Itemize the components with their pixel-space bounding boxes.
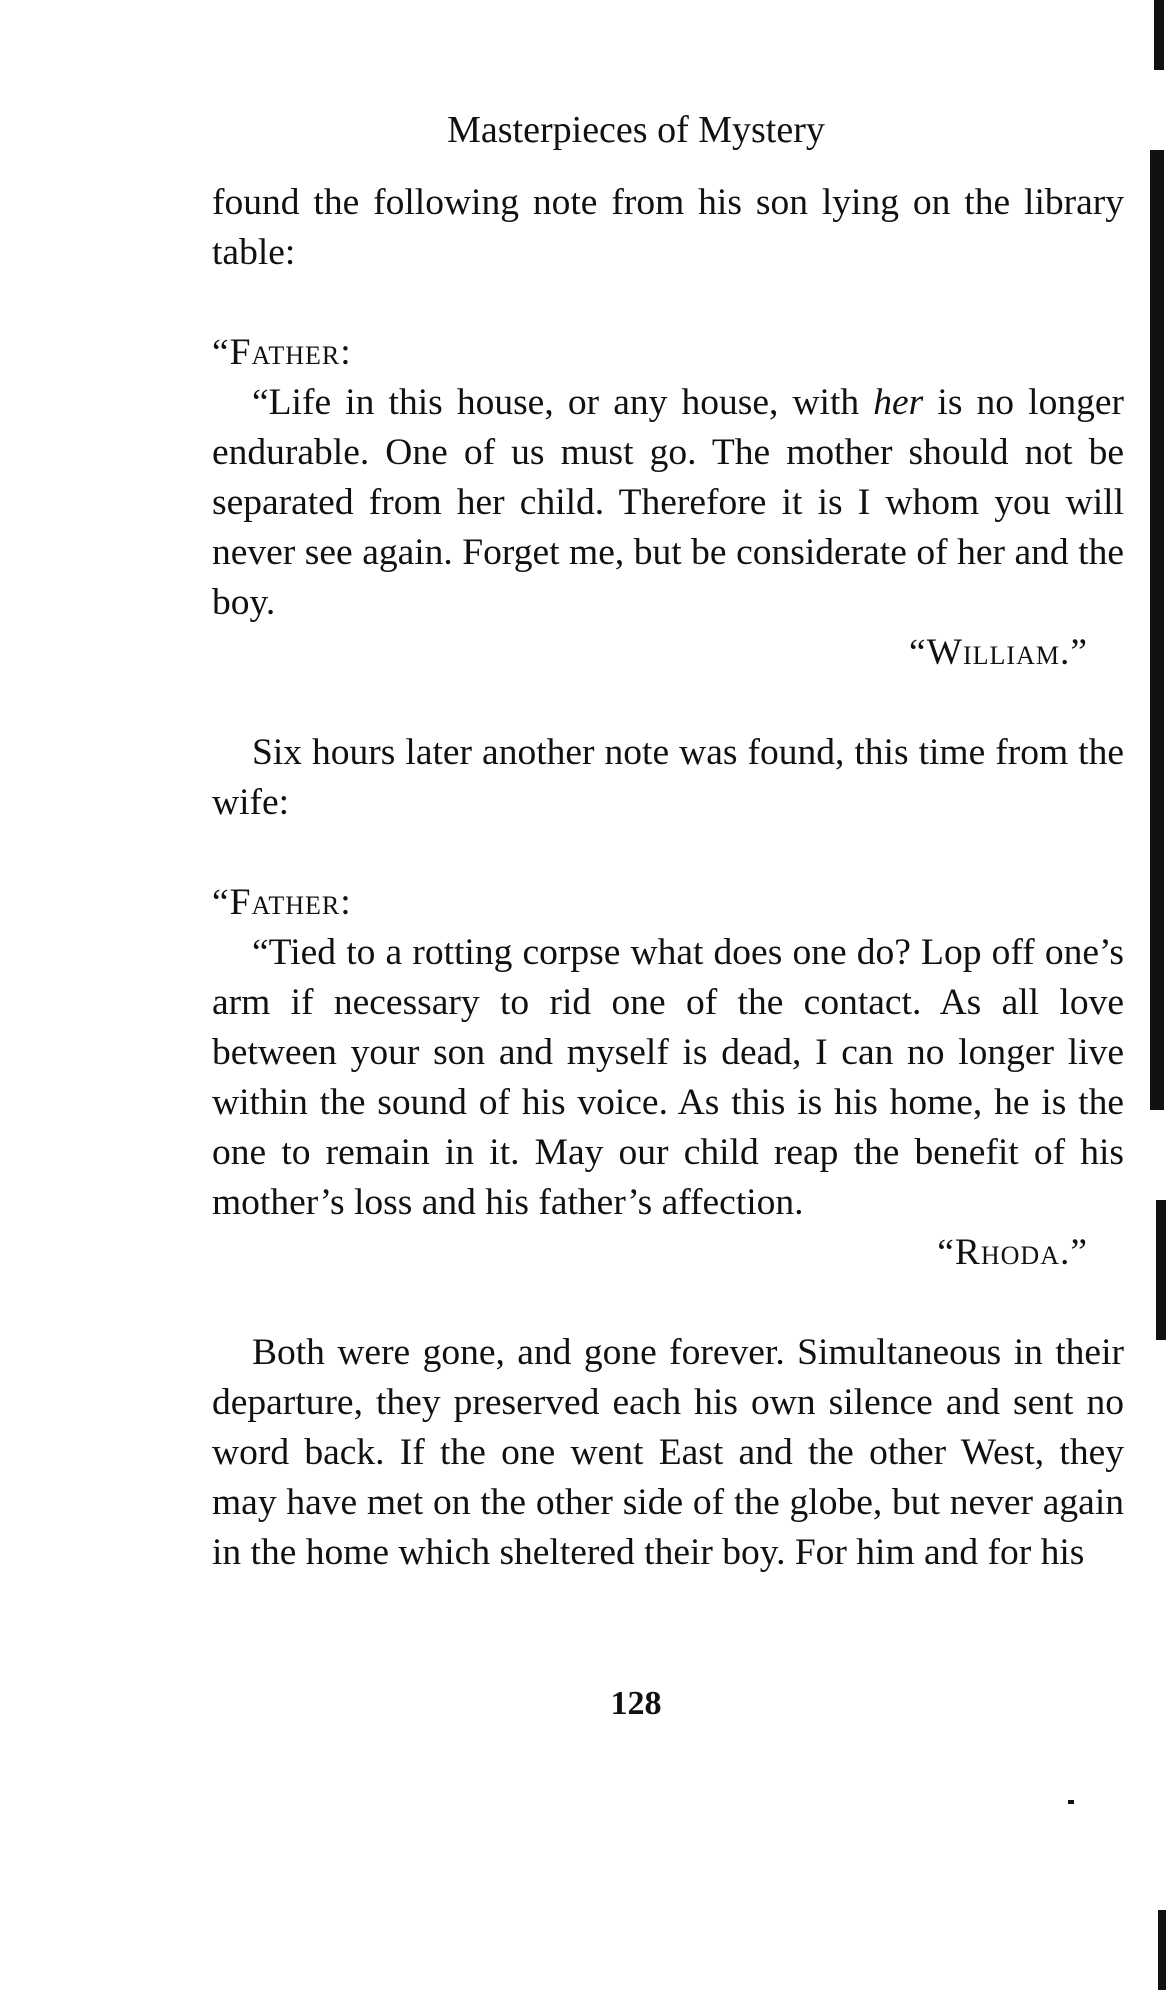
- running-head: Masterpieces of Mystery: [447, 109, 825, 151]
- letter-body-rhoda: “Tied to a rotting corpse what does one do? Lop off one’s arm if necessary to rid one of the contact. As all love between your son and myself is dead, I can no longer live within the sound of his voice. As this is his home, he is the one to remain in it. May our child reap the benefit of his mother’s loss and his father’s affection.: [212, 932, 1124, 1223]
- emphasis-her: her: [873, 382, 924, 423]
- letter-signature-rhoda: “Rhoda.”: [937, 1232, 1088, 1273]
- scan-edge-mark-middle: [1156, 1200, 1166, 1340]
- page-body: [212, 178, 1124, 1578]
- letter-body-william-part1: “Life in this house, or any house, with: [252, 382, 874, 423]
- scan-edge-mark-upper: [1150, 150, 1164, 1110]
- scan-edge-mark-top: [1154, 0, 1164, 70]
- letter-body-william-part2: is no longer endurable. One of us must go. The mother should not be separated from her child. Therefore it is I whom you will never see again. Forget me, but be considerate of her and the boy.: [212, 382, 1124, 623]
- paragraph-both-gone: Both were gone, and gone forever. Simultaneous in their departure, they preserved each his own silence and sent no word back. If the one went East and the other West, they may have met on the other side of the globe, but never again in the home which sheltered their boy. For him and for his: [212, 1332, 1124, 1573]
- letter-salutation-william: “Father:: [212, 332, 352, 373]
- paragraph-opening: found the following note from his son lying on the library table:: [212, 182, 1124, 273]
- letter-salutation-rhoda: “Father:: [212, 882, 352, 923]
- scan-edge-mark-bottom: [1158, 1910, 1166, 1990]
- letter-body-william: [212, 378, 1124, 628]
- scan-edge-mark-dot: [1068, 1800, 1074, 1804]
- letter-signature-william: “William.”: [908, 632, 1088, 673]
- paragraph-second-note: Six hours later another note was found, this time from the wife:: [212, 732, 1124, 823]
- page-number: 128: [610, 1685, 662, 1722]
